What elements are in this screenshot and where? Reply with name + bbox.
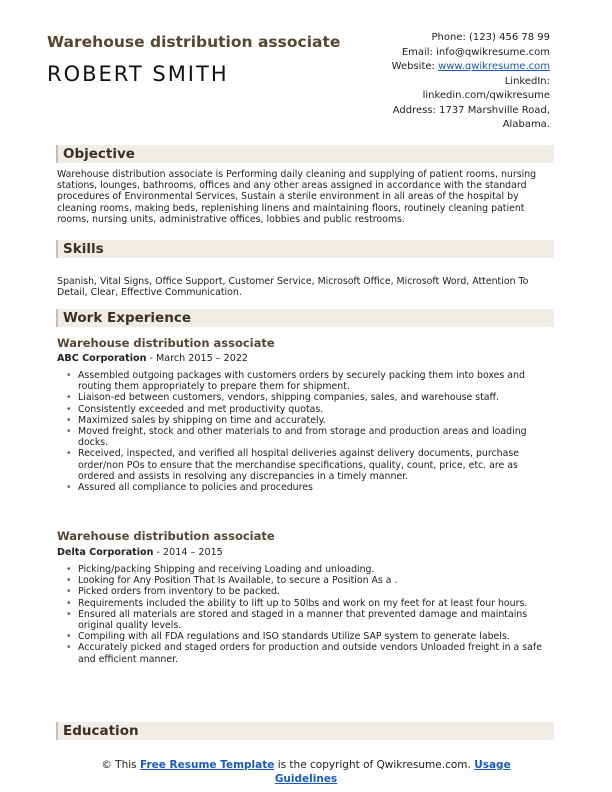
education-heading: Education [63,723,139,739]
contact-website [340,60,550,75]
list-item: • Assembled outgoing packages with customers orders by securely packing them into boxes and routing them appropriately to prepare them for shipment. [60,370,552,392]
usage-guidelines-link-part2[interactable]: Guidelines [274,773,338,785]
skills-text: Spanish, Vital Signs, Office Support, Customer Service, Microsoft Office, Microsoft Word, Attention To Detail, Clear, Effective Communication. [57,276,529,299]
resume-job-title: Warehouse distribution associate [47,33,341,51]
list-item: • Accurately picked and staged orders for production and outside vendors Unloaded freight in a safe and efficient manner. [60,642,552,664]
linkedin-label: LinkedIn: [504,75,550,87]
list-item: • Requirements included the ability to lift up to 50lbs and work on my feet for at least four hours. [60,598,552,609]
free-resume-template-link[interactable]: Free Resume Template [139,759,275,771]
education-section-header [56,722,554,740]
job-1-company: ABC Corporation [57,353,147,364]
objective-section-header [56,145,554,163]
address-line1: 1737 Marshville Road, [439,104,550,116]
phone-label: Phone: [431,32,466,43]
list-item: • Picked orders from inventory to be packed. [60,586,552,597]
linkedin-value: linkedin.com/qwikresume [422,90,550,101]
list-item: • Looking for Any Position That Is Available, to secure a Position As a . [60,575,552,586]
job-1-bullets [60,370,552,493]
address-label: Address: [392,104,436,116]
contact-block [340,31,550,133]
list-item: • Picking/packing Shipping and receiving Loading and unloading. [60,564,552,575]
list-item: • Maximized sales by shipping on time and accurately. [60,415,552,426]
list-item: • Liaison-ed between customers, vendors, shipping companies, sales, and warehouse staff. [60,392,552,403]
experience-heading: Work Experience [63,310,191,326]
candidate-name: ROBERT SMITH [47,62,229,86]
list-item: • Compiling with all FDA regulations and ISO standards Utilize SAP system to generate labels. [60,631,552,642]
objective-heading: Objective [63,146,135,162]
job-2-dates: - 2014 – 2015 [153,547,223,558]
list-item: • Consistently exceeded and met productivity quotas. [60,404,552,415]
footer-middle: is the copyright of Qwikresume.com. [274,759,475,771]
address-line2: Alabama. [502,119,550,130]
skills-section-header [56,240,554,258]
contact-email [340,46,550,61]
list-item: • Received, inspected, and verified all hospital deliveries against delivery documents, purchase order/non POs to ensure that the merchandise specifications, quality, count, price, etc. are as ordered and assists in resolving any discrepancies in a timely manner. [60,448,552,482]
contact-phone [340,31,550,46]
job-1-title: Warehouse distribution associate [57,336,275,350]
job-1-dates: - March 2015 – 2022 [146,353,249,364]
job-2-title: Warehouse distribution associate [57,529,275,543]
email-label: Email: [401,46,433,58]
job-2-bullets [60,564,552,665]
copyright-footer [0,758,612,786]
list-item: • Moved freight, stock and other materials to and from storage and production areas and loading docks. [60,426,552,448]
footer-prefix: © This [101,759,140,771]
experience-section-header [56,309,554,327]
contact-address [340,104,550,119]
job-2-company-line [57,547,223,558]
website-link[interactable]: www.qwikresume.com [438,61,550,72]
usage-guidelines-link-part1[interactable]: Usage [474,759,511,771]
email-value: info@qwikresume.com [436,46,550,58]
skills-heading: Skills [63,241,104,257]
list-item: • Assured all compliance to policies and procedures [60,482,552,493]
list-item: • Ensured all materials are stored and staged in a manner that prevented damage and maintains original quality levels. [60,609,552,631]
phone-value: (123) 456 78 99 [469,32,550,43]
website-label: Website: [391,61,435,72]
job-1-company-line [57,353,248,364]
job-2-company: Delta Corporation [57,547,154,558]
objective-text: Warehouse distribution associate is Performing daily cleaning and supplying of patient rooms, nursing stations, lounges, bathrooms, offices and any other areas assigned in accordance with the standard procedures of Environmental Services, Sustain a sterile environment in all areas of the hospital by cleaning rooms, making beds, replenishing linens and maintaining floors, routinely cleaning patient rooms, nursing units, administrative offices, lobbies and public restrooms. [57,169,537,225]
